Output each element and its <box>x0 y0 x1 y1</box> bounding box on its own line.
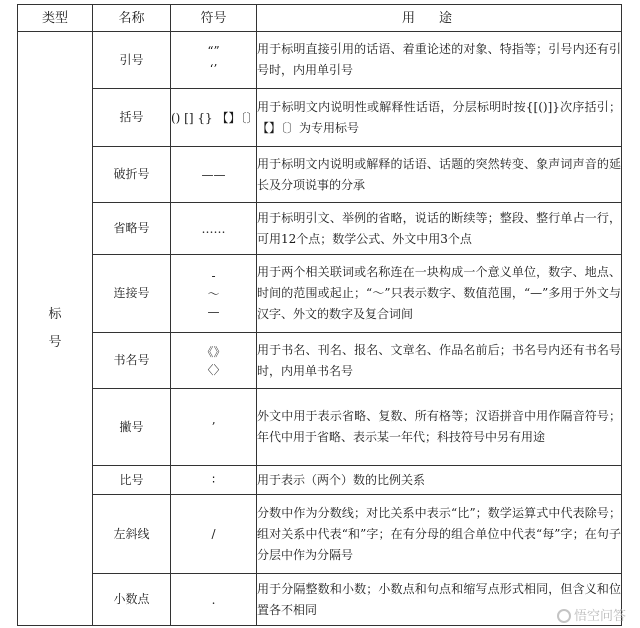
name-cell: 撇号 <box>93 389 171 466</box>
usage-cell: 用于两个相关联词或名称连在一块构成一个意义单位，数字、地点、时间的范围或起止；“～”只表示数字、数值范围，“—”多用于外文与汉字、外文的数字及复合词间 <box>257 255 622 333</box>
table-row <box>18 32 622 89</box>
symbol-cell <box>171 495 257 574</box>
name-cell: 引号 <box>93 32 171 89</box>
table-row <box>18 574 622 626</box>
header-type: 类型 <box>18 5 93 32</box>
symbol-cell <box>171 32 257 89</box>
header-name: 名称 <box>93 5 171 32</box>
name-cell: 连接号 <box>93 255 171 333</box>
symbol-glyph: ‘’ <box>209 62 218 76</box>
header-usage-label: 用途 <box>401 10 476 26</box>
symbol-glyph: 〈〉 <box>201 362 226 377</box>
watermark-logo-icon <box>557 609 571 623</box>
header-symbol: 符号 <box>171 5 257 32</box>
symbol-glyph: …… <box>201 221 226 236</box>
watermark-text: 悟空问答 <box>573 609 626 624</box>
symbol-glyph: —— <box>201 167 226 182</box>
header-usage <box>257 5 622 32</box>
name-cell: 括号 <box>93 89 171 147</box>
symbol-glyph: () [] {} 【】〔〕 <box>171 110 259 125</box>
table-row <box>18 495 622 574</box>
table-row <box>18 389 622 466</box>
symbol-cell <box>171 255 257 333</box>
usage-cell: 外文中用于表示省略、复数、所有格等；汉语拼音中用作隔音符号；年代中用于省略、表示某一年代；科技符号中另有用途 <box>257 389 622 466</box>
symbol-cell <box>171 203 257 255</box>
name-cell: 比号 <box>93 466 171 495</box>
header-row <box>18 5 622 32</box>
usage-cell: 用于书名、刊名、报名、文章名、作品名前后；书名号内还有书名号时，内用单书名号 <box>257 333 622 389</box>
symbol-glyph: ∶ <box>211 473 216 487</box>
usage-cell: 用于标明文内说明性或解释性话语，分层标明时按{[()]}次序括引；【】〔〕为专用标号 <box>257 89 622 147</box>
symbol-cell <box>171 89 257 147</box>
table-row <box>18 466 622 495</box>
name-cell: 小数点 <box>93 574 171 626</box>
usage-cell: 用于分隔整数和小数；小数点和句点和缩写点形式相同，但含义和位置各不相同 <box>257 574 622 626</box>
table-row <box>18 255 622 333</box>
symbol-glyph: ～ <box>207 286 220 301</box>
name-cell: 左斜线 <box>93 495 171 574</box>
usage-cell: 用于标明直接引用的话语、着重论述的对象、特指等；引号内还有引号时，内用单引号 <box>257 32 622 89</box>
table-row <box>18 89 622 147</box>
symbol-glyph: — <box>207 304 220 319</box>
symbol-cell <box>171 147 257 203</box>
usage-cell: 分数中作为分数线；对比关系中表示“比”；数学运算式中代表除号；组对关系中代表“和”字；在有分母的组合单位中代表“每”字；在句子分层中作为分隔号 <box>257 495 622 574</box>
type-label: 标号 <box>48 306 62 350</box>
symbol-glyph: ’ <box>211 420 216 434</box>
usage-cell: 用于标明文内说明或解释的话语、话题的突然转变、象声词声音的延长及分项说事的分承 <box>257 147 622 203</box>
symbol-cell <box>171 333 257 389</box>
symbol-cell <box>171 574 257 626</box>
symbol-glyph: - <box>211 268 216 283</box>
name-cell: 破折号 <box>93 147 171 203</box>
symbol-glyph: / <box>211 527 216 541</box>
usage-cell: 用于表示（两个）数的比例关系 <box>257 466 622 495</box>
name-cell: 书名号 <box>93 333 171 389</box>
name-cell: 省略号 <box>93 203 171 255</box>
symbol-glyph: 《》 <box>201 344 226 359</box>
symbol-cell <box>171 466 257 495</box>
table-row <box>18 333 622 389</box>
punctuation-table <box>17 4 622 626</box>
symbol-glyph: . <box>211 592 216 607</box>
table-row <box>18 203 622 255</box>
usage-cell: 用于标明引文、举例的省略，说话的断续等；整段、整行单占一行，可用12个点；数学公式、外文中用3个点 <box>257 203 622 255</box>
symbol-cell <box>171 389 257 466</box>
watermark <box>557 605 626 624</box>
table-row <box>18 147 622 203</box>
type-cell <box>18 32 93 626</box>
symbol-glyph: “” <box>207 44 220 58</box>
